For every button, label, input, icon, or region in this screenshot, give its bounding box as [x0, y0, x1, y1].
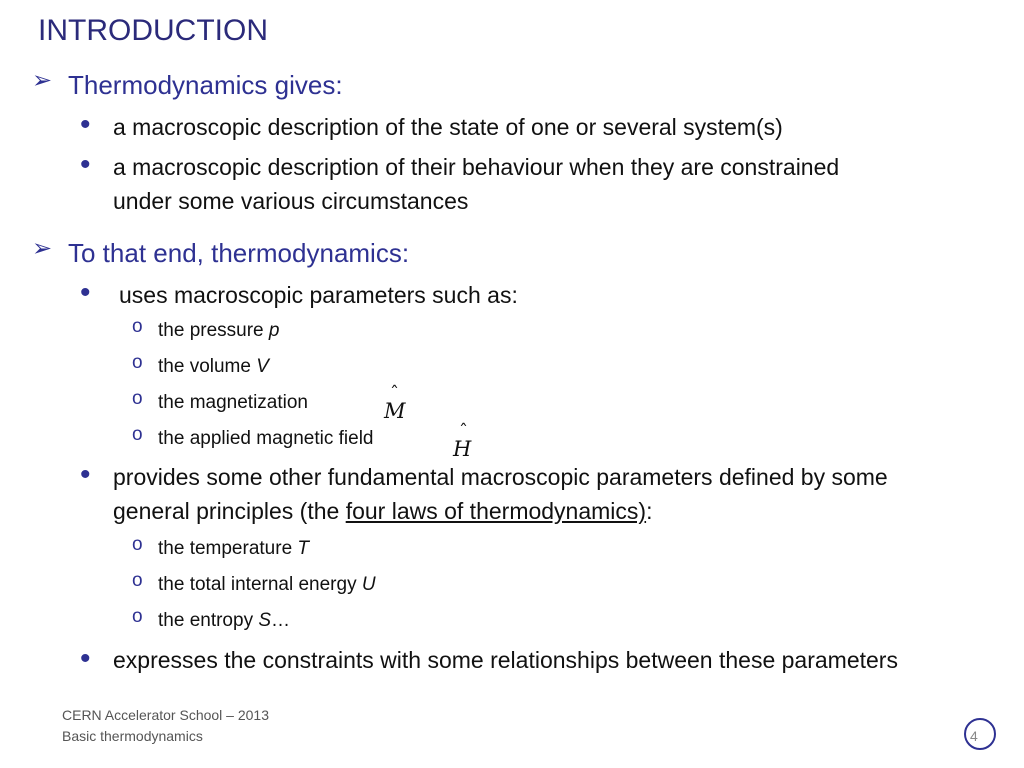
entropy-symbol: S	[258, 610, 272, 631]
section1-bullet-2-cont: under some various circumstances	[113, 188, 469, 214]
arrow-bullet-icon: ➢	[32, 67, 53, 94]
page-number: 4	[970, 728, 978, 744]
four-laws-link[interactable]: four laws of thermodynamics)	[345, 498, 647, 524]
temperature-symbol: T	[297, 538, 310, 559]
circle-bullet-icon: o	[132, 352, 143, 373]
circle-bullet-icon: o	[132, 534, 143, 555]
section2-bullet-3: expresses the constraints with some relationships between these parameters	[113, 647, 898, 673]
dot-bullet-icon: •	[80, 458, 91, 491]
dot-bullet-icon: •	[80, 642, 91, 675]
footer-line-2: Basic thermodynamics	[62, 728, 203, 744]
section2-heading: To that end, thermodynamics:	[68, 238, 410, 268]
circle-bullet-icon: o	[132, 316, 143, 337]
section1-heading: Thermodynamics gives:	[68, 70, 343, 100]
page-number-badge	[964, 718, 996, 750]
bullet-2-post: :	[646, 498, 653, 524]
param-volume	[158, 356, 269, 378]
circle-bullet-icon: o	[132, 606, 143, 627]
pressure-symbol: p	[268, 320, 280, 341]
param-temperature-label: the temperature	[158, 538, 298, 559]
section2-bullet-2: provides some other fundamental macroscopic parameters defined by some	[113, 464, 888, 490]
param-pressure-label: the pressure	[158, 320, 269, 341]
hat-accent: ˆ	[390, 383, 399, 404]
field-letter: H	[453, 437, 472, 461]
circle-bullet-icon: o	[132, 570, 143, 591]
param-temperature	[158, 538, 309, 560]
param-volume-label: the volume	[158, 356, 257, 377]
section2-bullet-1: uses macroscopic parameters such as:	[119, 282, 518, 308]
magnetization-symbol	[384, 383, 406, 423]
param-energy-label: the total internal energy	[158, 574, 362, 595]
dot-bullet-icon: •	[80, 276, 91, 309]
arrow-bullet-icon: ➢	[32, 235, 53, 262]
section2-bullet-2-cont	[113, 498, 652, 525]
param-pressure	[158, 320, 279, 342]
circle-bullet-icon: o	[132, 388, 143, 409]
section1-bullet-1: a macroscopic description of the state of one or several system(s)	[113, 114, 783, 140]
param-magnetization: the magnetization	[158, 392, 308, 413]
param-energy	[158, 574, 376, 596]
entropy-ellipsis: …	[271, 610, 291, 631]
footer-line-1: CERN Accelerator School – 2013	[62, 707, 269, 723]
circle-bullet-icon: o	[132, 424, 143, 445]
param-field: the applied magnetic field	[158, 428, 374, 449]
bullet-2-pre: general principles (the	[113, 498, 346, 524]
dot-bullet-icon: •	[80, 148, 91, 181]
param-entropy	[158, 610, 290, 632]
dot-bullet-icon: •	[80, 108, 91, 141]
energy-symbol: U	[361, 574, 376, 595]
param-entropy-label: the entropy	[158, 610, 259, 631]
field-symbol	[453, 421, 472, 461]
section1-bullet-2: a macroscopic description of their behaviour when they are constrained	[113, 154, 840, 180]
magnetization-letter: M	[384, 399, 406, 423]
volume-symbol: V	[256, 356, 269, 377]
slide-title: INTRODUCTION	[38, 14, 268, 47]
hat-accent: ˆ	[459, 421, 468, 442]
